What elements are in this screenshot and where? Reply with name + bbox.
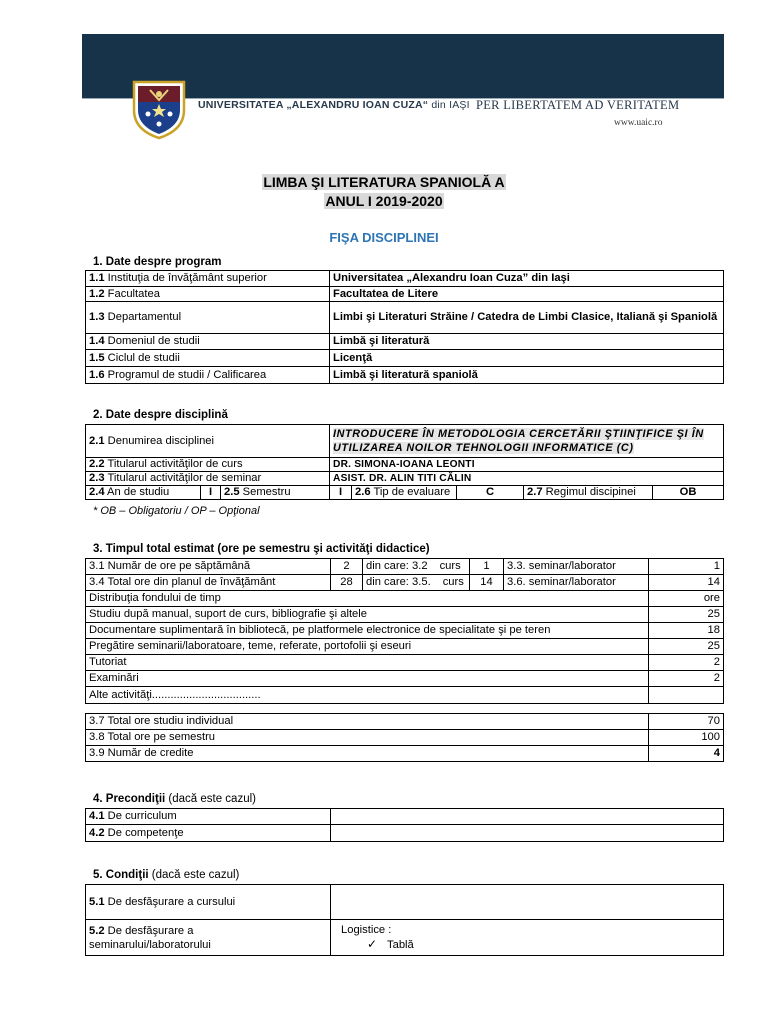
hours-plan-seminar: 14 xyxy=(649,575,724,591)
checkmark-icon: ✓ xyxy=(367,937,378,951)
row-label: Domeniul de studii xyxy=(104,335,200,347)
distribution-value: 25 xyxy=(649,607,724,623)
distribution-label: Distribuţia fondului de timp xyxy=(86,591,649,607)
university-motto: PER LIBERTATEM AD VERITATEM xyxy=(476,98,680,112)
regime-footnote: * OB – Obligatoriu / OP – Opţional xyxy=(93,505,260,517)
table-row xyxy=(86,271,724,287)
row-label: De competenţe xyxy=(104,826,184,839)
table-cell xyxy=(86,425,330,458)
row-value: Licenţă xyxy=(330,350,724,367)
section2-heading-text: 2. Date despre disciplină xyxy=(93,409,228,421)
regime-value: OB xyxy=(653,486,724,500)
table-row xyxy=(86,623,724,639)
section4-heading-bold: 4. Precondiţii xyxy=(93,793,166,805)
distribution-value: 2 xyxy=(649,671,724,687)
table-row xyxy=(86,367,724,384)
program-table xyxy=(85,270,724,384)
table-row xyxy=(86,559,724,575)
table-cell xyxy=(86,350,330,367)
hours-week-total: 2 xyxy=(331,559,363,575)
distribution-label: Examinări xyxy=(86,671,649,687)
course-word: curs xyxy=(439,560,461,572)
total-label: 3.8 Total ore pe semestru xyxy=(86,730,649,746)
row-number: 5.1 xyxy=(89,895,105,908)
row-number: 1.3 xyxy=(89,311,105,323)
distribution-value: ore xyxy=(649,591,724,607)
table-row xyxy=(86,425,724,458)
table-cell xyxy=(86,458,330,472)
table-cell xyxy=(221,486,330,500)
course-holder-value: DR. SIMONA-IOANA LEONTI xyxy=(330,458,724,472)
total-value: 4 xyxy=(649,746,724,762)
row-number: 2.4 xyxy=(89,486,105,498)
table-row xyxy=(86,639,724,655)
row-label: Facultatea xyxy=(104,287,160,300)
row-value xyxy=(331,825,724,842)
row-label: Programul de studii / Calificarea xyxy=(104,368,267,381)
table-cell xyxy=(86,486,201,500)
table-row xyxy=(86,714,724,730)
discipline-name-value xyxy=(330,425,724,458)
university-crest-icon xyxy=(130,80,188,140)
seminar-label-cell: 3.6. seminar/laborator xyxy=(504,575,649,591)
discipline-table xyxy=(85,424,724,500)
table-row xyxy=(86,671,724,687)
table-cell xyxy=(86,809,331,825)
row-label: Departamentul xyxy=(104,311,182,323)
row-label: Denumirea disciplinei xyxy=(104,434,215,447)
semester-value: I xyxy=(330,486,352,500)
table-cell xyxy=(86,302,330,334)
row-number: 2.5 xyxy=(224,486,240,498)
discipline-name-text: INTRODUCERE ÎN METODOLOGIA CERCETĂRII ŞTIINŢIFICE ŞI ÎN UTILIZAREA NOILOR TEHNOLOGII INFORMATICE (C) xyxy=(333,428,704,454)
table-cell xyxy=(86,287,330,302)
time-table xyxy=(85,558,724,704)
row-label: Regimul discipinei xyxy=(542,486,636,498)
row-value: Limbă şi literatură spaniolă xyxy=(330,367,724,384)
preconditions-table xyxy=(85,808,724,842)
totals-table xyxy=(85,713,724,762)
total-label: 3.7 Total ore studiu individual xyxy=(86,714,649,730)
distribution-label: Documentare suplimentară în bibliotecă, pe platformele electronice de specialitate şi pe teren xyxy=(86,623,649,639)
logistics-item: Tablă xyxy=(387,939,414,951)
row-number: 1.2 xyxy=(89,287,105,300)
row-label: De desfăşurare a cursului xyxy=(104,895,236,908)
table-row xyxy=(86,591,724,607)
row-number: 1.4 xyxy=(89,335,105,347)
table-row xyxy=(86,334,724,350)
course-word: curs xyxy=(442,576,464,588)
hours-week-seminar: 1 xyxy=(649,559,724,575)
table-cell xyxy=(352,486,457,500)
table-row xyxy=(86,486,724,500)
row-number: 5.2 xyxy=(89,924,105,937)
row-value: Facultatea de Litere xyxy=(330,287,724,302)
section5-heading-rest: (dacă este cazul) xyxy=(148,869,240,881)
section4-heading xyxy=(93,793,256,805)
from-label: din care: 3.2 xyxy=(366,560,428,572)
row-label: An de studiu xyxy=(104,486,170,498)
row-label: Titularul activităţilor de seminar xyxy=(104,472,262,484)
table-row xyxy=(86,746,724,762)
logistics-label: Logistice : xyxy=(341,924,392,936)
row-label: Ciclul de studii xyxy=(104,351,180,364)
table-cell xyxy=(86,472,330,486)
row-label: De curriculum xyxy=(104,810,177,822)
total-value: 100 xyxy=(649,730,724,746)
row-number: 2.6 xyxy=(355,486,371,498)
row-value xyxy=(331,809,724,825)
row-number: 1.6 xyxy=(89,368,105,381)
row-value: Limbi şi Literaturi Străine / Catedra de Limbi Clasice, Italiană şi Spaniolă xyxy=(330,302,724,334)
table-row xyxy=(86,575,724,591)
title-line2-text: ANUL I 2019-2020 xyxy=(325,193,443,209)
row-value: Limbă şi literatură xyxy=(330,334,724,350)
section2-heading xyxy=(93,409,228,421)
row-label: De desfăşurare a xyxy=(104,924,194,937)
section5-heading xyxy=(93,869,239,881)
total-value: 70 xyxy=(649,714,724,730)
document-subtitle: FIŞA DISCIPLINEI xyxy=(329,230,439,245)
university-name xyxy=(198,99,470,111)
conditions-table xyxy=(85,884,724,956)
university-city: din IAŞI xyxy=(428,99,470,111)
row-number: 2.2 xyxy=(89,458,105,470)
table-row xyxy=(86,287,724,302)
section3-heading xyxy=(93,543,430,555)
row-value xyxy=(331,885,724,920)
row-label-line2: seminarului/laboratorului xyxy=(89,938,211,951)
year-value: I xyxy=(201,486,221,500)
hours-plan-course: 14 xyxy=(470,575,504,591)
row-number: 2.7 xyxy=(527,486,543,498)
university-name-bold: UNIVERSITATEA „ALEXANDRU IOAN CUZA“ xyxy=(198,99,429,111)
row-number: 2.3 xyxy=(89,472,105,484)
table-row xyxy=(86,730,724,746)
from-label: din care: 3.5. xyxy=(366,576,431,588)
table-cell xyxy=(86,885,331,920)
course-label-cell xyxy=(363,575,470,591)
distribution-label: Pregătire seminarii/laboratoare, teme, referate, portofolii şi eseuri xyxy=(86,639,649,655)
hours-week-label: 3.1 Număr de ore pe săptămână xyxy=(86,559,331,575)
row-number: 1.5 xyxy=(89,351,105,364)
seminar-conditions-value xyxy=(331,920,724,956)
table-row xyxy=(86,350,724,367)
distribution-value: 25 xyxy=(649,639,724,655)
table-row xyxy=(86,302,724,334)
row-number: 1.1 xyxy=(89,272,105,284)
table-row xyxy=(86,458,724,472)
distribution-value xyxy=(649,687,724,704)
seminar-holder-value: ASIST. DR. ALIN TITI CĂLIN xyxy=(330,472,724,486)
total-label: 3.9 Număr de credite xyxy=(86,746,649,762)
distribution-label: Alte activităţi................................... xyxy=(86,687,649,704)
document-title-line2 xyxy=(0,193,768,209)
course-label-cell xyxy=(363,559,470,575)
distribution-label: Tutoriat xyxy=(86,655,649,671)
distribution-label: Studiu după manual, suport de curs, bibliografie şi altele xyxy=(86,607,649,623)
hours-week-course: 1 xyxy=(470,559,504,575)
table-cell xyxy=(86,825,331,842)
table-row xyxy=(86,809,724,825)
distribution-value: 18 xyxy=(649,623,724,639)
table-row xyxy=(86,687,724,704)
row-number: 2.1 xyxy=(89,434,105,447)
title-line1-text: LIMBA ŞI LITERATURA SPANIOLĂ A xyxy=(263,174,505,190)
hours-plan-label: 3.4 Total ore din planul de învăţământ xyxy=(86,575,331,591)
section1-heading-text: 1. Date despre program xyxy=(93,256,222,268)
row-label: Tip de evaluare xyxy=(370,486,451,498)
table-cell xyxy=(86,367,330,384)
seminar-label-cell: 3.3. seminar/laborator xyxy=(504,559,649,575)
evaluation-value: C xyxy=(457,486,524,500)
section1-heading xyxy=(93,256,221,268)
row-number: 4.2 xyxy=(89,826,105,839)
section5-heading-bold: 5. Condiţii xyxy=(93,869,149,881)
row-label: Titularul activităţilor de curs xyxy=(104,458,243,470)
university-website: www.uaic.ro xyxy=(614,118,663,128)
section4-heading-rest: (dacă este cazul) xyxy=(165,793,256,805)
row-number: 4.1 xyxy=(89,810,105,822)
table-row xyxy=(86,655,724,671)
row-label: Instituţia de învăţământ superior xyxy=(104,272,267,284)
table-cell xyxy=(86,920,331,956)
table-cell xyxy=(86,334,330,350)
table-cell xyxy=(86,271,330,287)
section3-heading-text: 3. Timpul total estimat (ore pe semestru şi activităţi didactice) xyxy=(93,543,430,555)
table-row xyxy=(86,607,724,623)
distribution-value: 2 xyxy=(649,655,724,671)
document-title-line1 xyxy=(0,174,768,190)
row-value: Universitatea „Alexandru Ioan Cuza” din Iaşi xyxy=(330,271,724,287)
table-row xyxy=(86,825,724,842)
row-label: Semestru xyxy=(239,486,291,498)
table-row xyxy=(86,885,724,920)
hours-plan-total: 28 xyxy=(331,575,363,591)
table-row xyxy=(86,920,724,956)
table-cell xyxy=(524,486,653,500)
table-row xyxy=(86,472,724,486)
